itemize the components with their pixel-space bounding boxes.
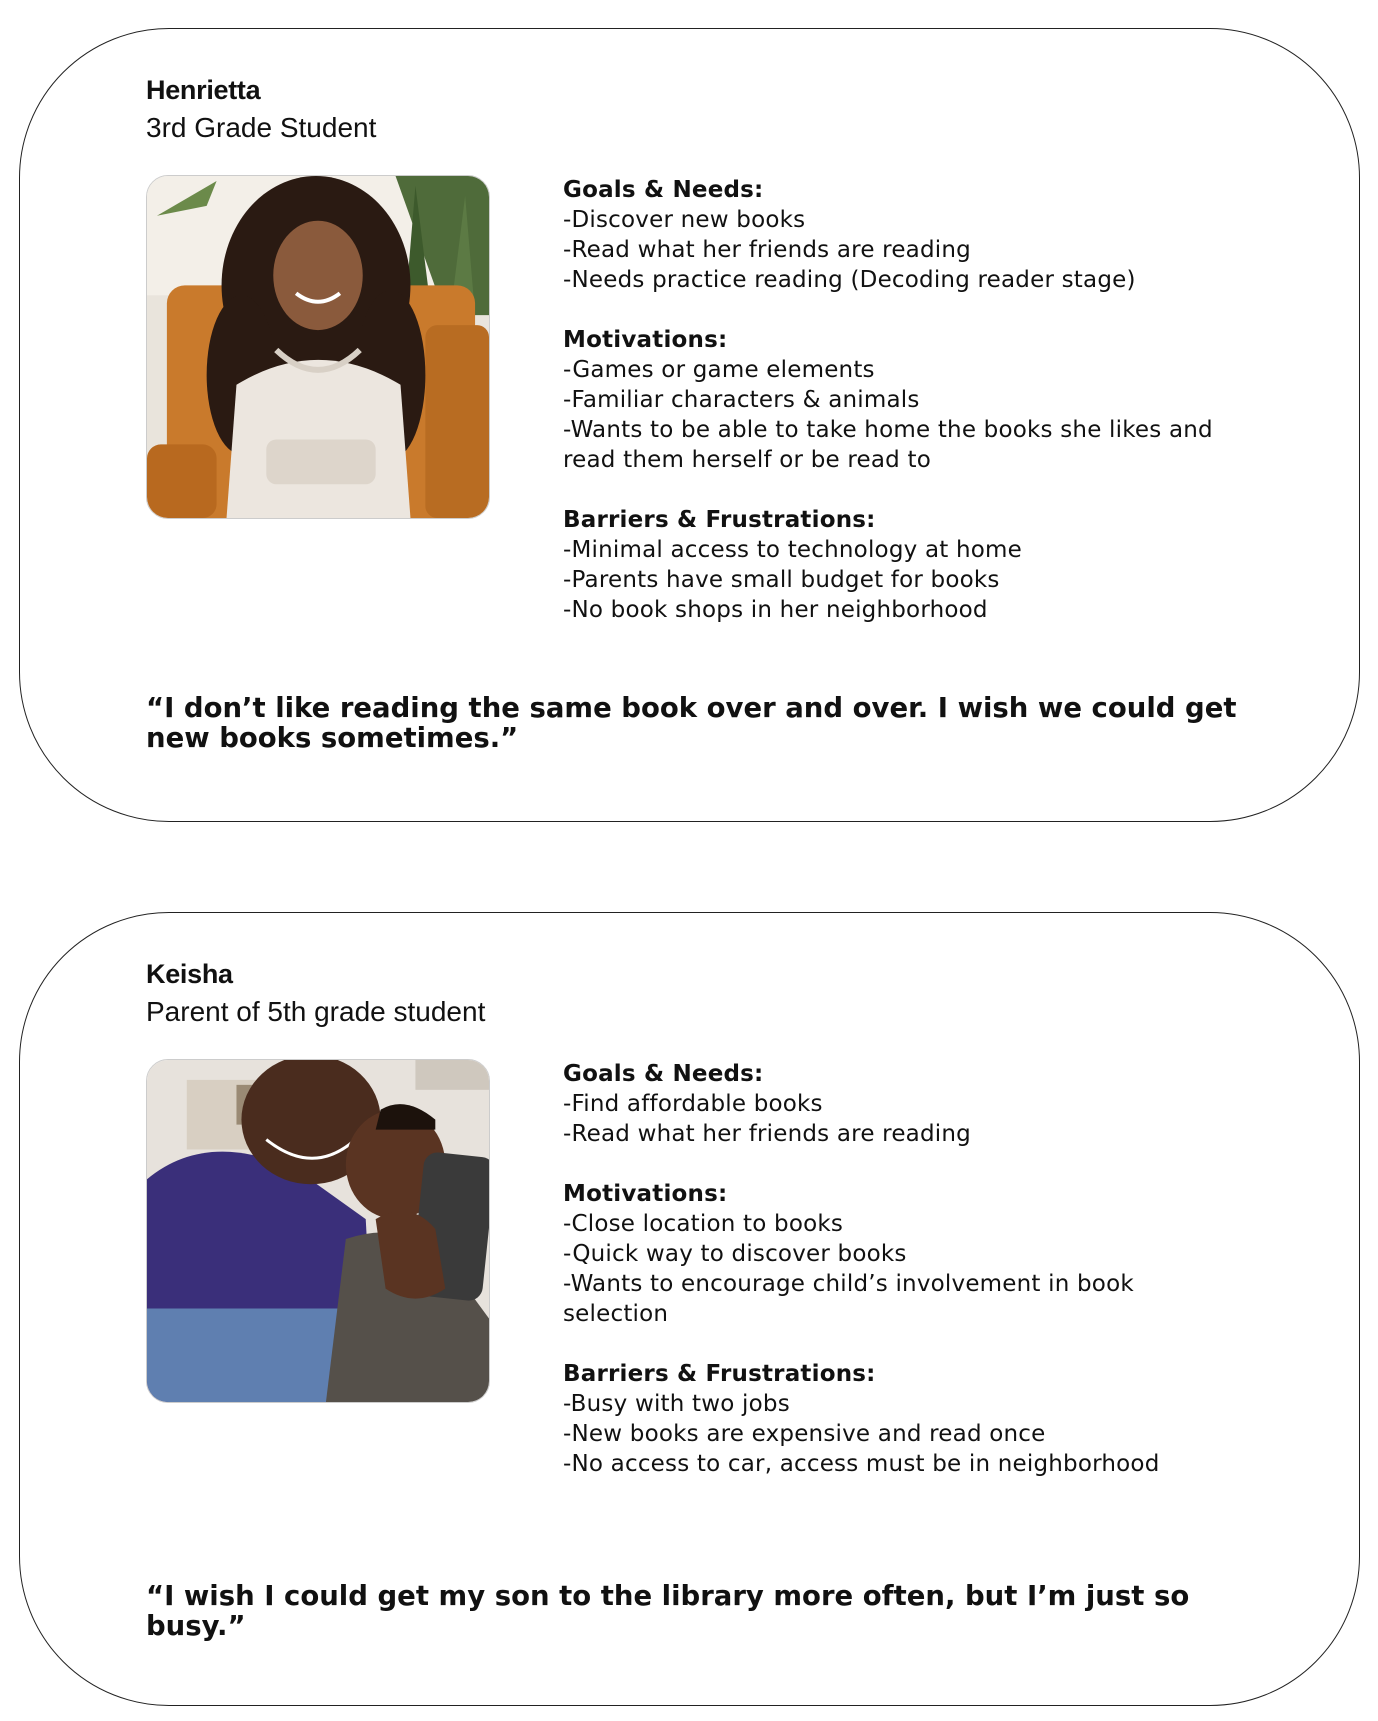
section-title: Barriers & Frustrations: [563,1361,876,1387]
list-item: -Needs practice reading (Decoding reader stage) [563,267,1136,293]
list-item: -Wants to be able to take home the books she likes and read them herself or be read to [563,417,1213,473]
list-item: -Busy with two jobs [563,1391,790,1417]
persona-name: Henrietta [146,75,261,105]
persona-photo [146,1059,490,1403]
persona-role: Parent of 5th grade student [146,996,486,1027]
list-item: -No access to car, access must be in neighborhood [563,1451,1160,1477]
list-item: -Quick way to discover books [563,1241,907,1267]
persona-card-keisha [19,912,1360,1706]
section-title: Motivations: [563,327,728,353]
list-item: -Read what her friends are reading [563,1121,971,1147]
list-item: -Games or game elements [563,357,875,383]
goals-needs-section [563,175,1243,295]
goals-needs-section [563,1059,1243,1149]
persona-quote: “I wish I could get my son to the library more often, but I’m just so busy.” [146,1580,1190,1642]
barriers-frustrations-section [563,1359,1243,1479]
girl-on-armchair-image [147,176,489,518]
persona-quote: “I don’t like reading the same book over and over. I wish we could get new books sometimes.” [146,692,1237,754]
persona-role: 3rd Grade Student [146,112,377,143]
section-title: Goals & Needs: [563,1061,764,1087]
list-item: -Discover new books [563,207,806,233]
section-title: Motivations: [563,1181,728,1207]
persona-details [563,175,1243,655]
mother-and-son-image [147,1060,489,1402]
section-title: Barriers & Frustrations: [563,507,876,533]
list-item: -New books are expensive and read once [563,1421,1046,1447]
list-item: -Minimal access to technology at home [563,537,1022,563]
list-item: -Familiar characters & animals [563,387,920,413]
persona-card-henrietta [19,28,1360,822]
list-item: -Find affordable books [563,1091,823,1117]
list-item: -Wants to encourage child’s involvement in book selection [563,1271,1134,1327]
barriers-frustrations-section [563,505,1243,625]
section-title: Goals & Needs: [563,177,764,203]
list-item: -Parents have small budget for books [563,567,1000,593]
list-item: -Read what her friends are reading [563,237,971,263]
motivations-section [563,1179,1243,1329]
list-item: -No book shops in her neighborhood [563,597,988,623]
persona-details [563,1059,1243,1509]
motivations-section [563,325,1243,475]
persona-photo [146,175,490,519]
list-item: -Close location to books [563,1211,844,1237]
persona-name: Keisha [146,959,233,989]
